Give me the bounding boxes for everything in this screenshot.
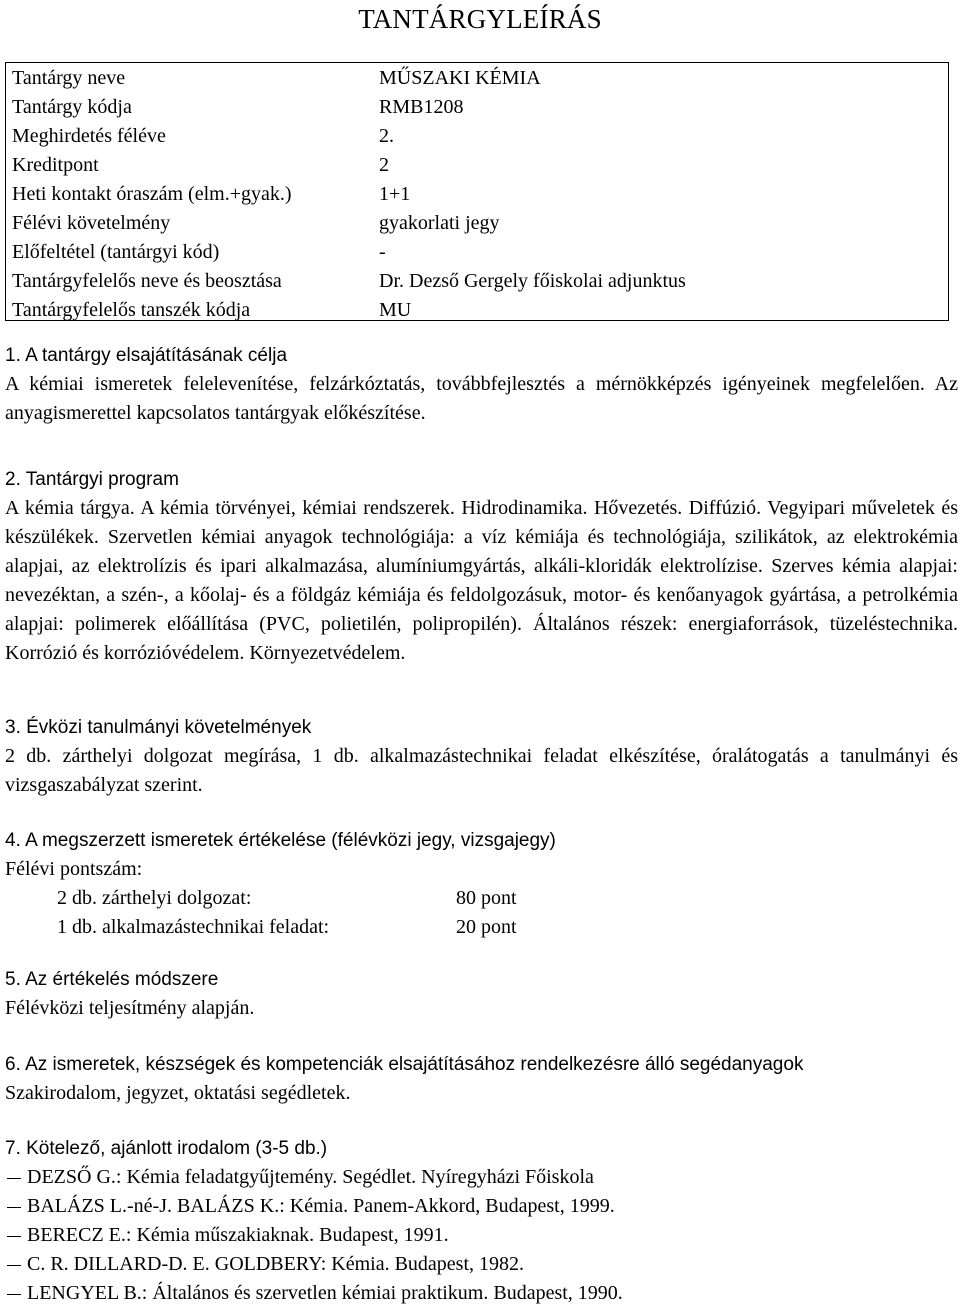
section-heading: 4. A megszerzett ismeretek értékelése (félévközi jegy, vizsgajegy) (5, 830, 556, 851)
course-info-table (5, 62, 949, 321)
section-heading: 1. A tantárgy elsajátításának célja (5, 345, 288, 366)
info-label: Tantárgy kódja (12, 96, 132, 118)
section-evaluation (5, 826, 958, 942)
points-label: 2 db. zárthelyi dolgozat: (57, 887, 252, 909)
section-requirements (5, 713, 958, 800)
section-literature (5, 1134, 958, 1308)
info-value: 2 (379, 154, 389, 176)
info-label: Előfeltétel (tantárgyi kód) (12, 241, 220, 263)
info-value: 2. (379, 125, 394, 147)
section-heading: 2. Tantárgyi program (5, 469, 179, 490)
info-value: 1+1 (379, 183, 411, 205)
info-value: MU (379, 299, 412, 321)
info-value: MŰSZAKI KÉMIA (379, 67, 541, 89)
dash-bullet-icon (7, 1207, 21, 1208)
literature-text: BERECZ E.: Kémia műszakiaknak. Budapest, 1991. (27, 1224, 449, 1246)
section-heading: 6. Az ismeretek, készségek és kompetenciák elsajátításához rendelkezésre álló segédanyagok (5, 1054, 804, 1075)
section-objective (5, 341, 958, 428)
points-value: 80 pont (456, 887, 517, 909)
info-label: Meghirdetés féléve (12, 125, 166, 147)
points-row (5, 913, 958, 942)
info-label: Félévi követelmény (12, 212, 171, 234)
points-intro: Félévi pontszám: (5, 858, 143, 880)
section-text: Szakirodalom, jegyzet, oktatási segédletek. (5, 1082, 351, 1104)
info-row-responsible (6, 267, 948, 296)
section-heading: 5. Az értékelés módszere (5, 969, 219, 990)
info-row-department (6, 296, 948, 325)
section-text: 2 db. zárthelyi dolgozat megírása, 1 db. alkalmazástechnikai feladat elkészítése, óralátogatás a tanulmányi és vizsgaszabályzat szerint. (5, 745, 958, 796)
literature-item (5, 1279, 958, 1308)
info-label: Tantárgyfelelős tanszék kódja (12, 299, 251, 321)
info-row-prerequisite (6, 238, 948, 267)
info-value: gyakorlati jegy (379, 212, 500, 234)
info-value: - (379, 241, 386, 263)
info-row-requirement (6, 209, 948, 238)
section-heading: 7. Kötelező, ajánlott irodalom (3-5 db.) (5, 1138, 328, 1159)
points-value: 20 pont (456, 916, 517, 938)
info-label: Kreditpont (12, 154, 99, 176)
section-text: A kémiai ismeretek felelevenítése, felzárkóztatás, továbbfejlesztés a mérnökképzés igényeinek megfelelően. Az anyagismerettel kapcsolatos tantárgyak előkészítése. (5, 373, 958, 424)
literature-item (5, 1250, 958, 1279)
literature-text: DEZSŐ G.: Kémia feladatgyűjtemény. Segédlet. Nyíregyházi Főiskola (27, 1166, 594, 1188)
section-heading: 3. Évközi tanulmányi követelmények (5, 717, 312, 738)
document-title: TANTÁRGYLEÍRÁS (358, 4, 602, 34)
section-text: A kémia tárgya. A kémia törvényei, kémiai rendszerek. Hidrodinamika. Hővezetés. Diffúzió. Vegyipari műveletek és készülékek. Szervetlen kémiai anyagok technológiája: a víz kémiája és technológiája, szilikátok, az elektrokémia alapjai, az elektrolízis és ipari alkalmazása, alumíniumgyártás, alkáli-kloridák elektrolízise. Szerves kémia alapjai: nevezéktan, a szén-, a kőolaj- és a földgáz kémiája és feldolgozásuk, motor- és kenőanyagok gyártása, a petrolkémia alapjai: polimerek előállítása (PVC, polietilén, polipropilén). Általános részek: energiaforrások, tüzeléstechnika. Korrózió és korrózióvédelem. Környezetvédelem. (5, 497, 958, 664)
points-label: 1 db. alkalmazástechnikai feladat: (57, 916, 330, 938)
info-value: RMB1208 (379, 96, 464, 118)
literature-text: C. R. DILLARD-D. E. GOLDBERY: Kémia. Budapest, 1982. (27, 1253, 525, 1275)
info-row-course-name (6, 64, 948, 93)
literature-item (5, 1192, 958, 1221)
dash-bullet-icon (7, 1178, 21, 1179)
dash-bullet-icon (7, 1294, 21, 1295)
section-program (5, 465, 958, 668)
info-row-contact-hours (6, 180, 948, 209)
section-text: Félévközi teljesítmény alapján. (5, 997, 255, 1019)
info-row-semester (6, 122, 948, 151)
literature-text: LENGYEL B.: Általános és szervetlen kémiai praktikum. Budapest, 1990. (27, 1282, 623, 1304)
info-value: Dr. Dezső Gergely főiskolai adjunktus (379, 270, 686, 292)
info-label: Heti kontakt óraszám (elm.+gyak.) (12, 183, 292, 205)
info-row-course-code (6, 93, 948, 122)
dash-bullet-icon (7, 1236, 21, 1237)
info-label: Tantárgy neve (12, 67, 126, 89)
points-row (5, 884, 958, 913)
section-method (5, 965, 958, 1023)
dash-bullet-icon (7, 1265, 21, 1266)
literature-item (5, 1163, 958, 1192)
info-row-credits (6, 151, 948, 180)
info-label: Tantárgyfelelős neve és beosztása (12, 270, 282, 292)
literature-item (5, 1221, 958, 1250)
literature-text: BALÁZS L.-né-J. BALÁZS K.: Kémia. Panem-Akkord, Budapest, 1999. (27, 1195, 615, 1217)
section-materials (5, 1050, 958, 1108)
